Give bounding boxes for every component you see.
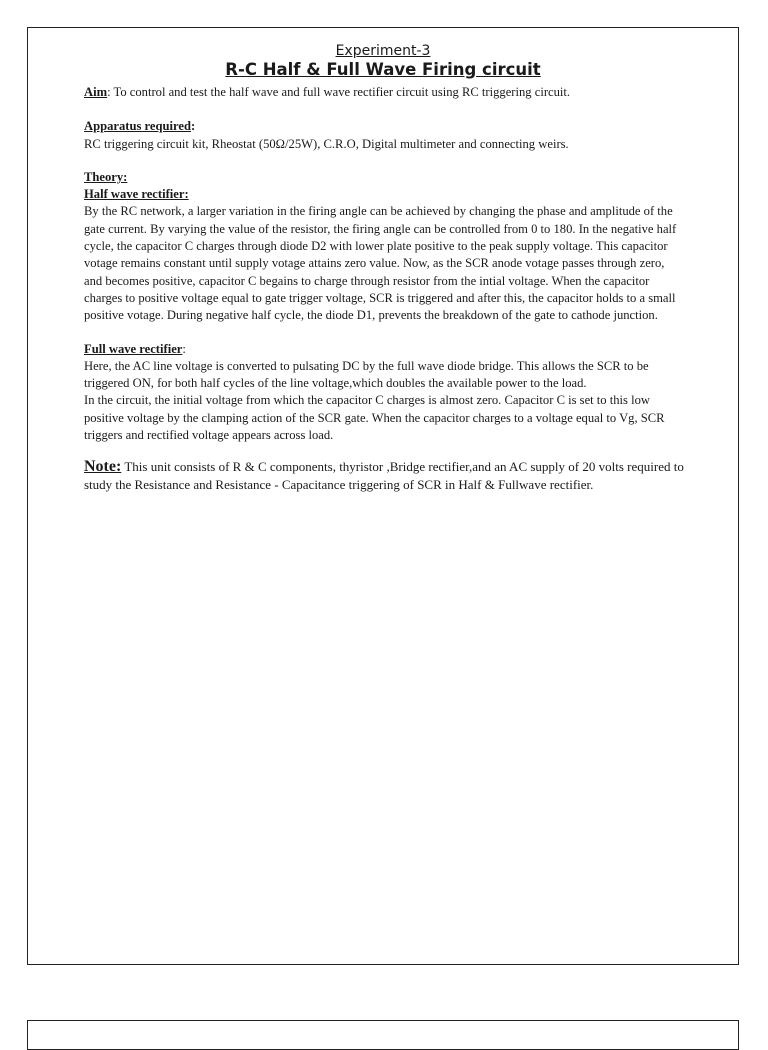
half-wave-text: By the RC network, a larger variation in the firing angle can be achieved by changing the phase and amplitude of the gate current. By varying the value of the resistor, the firing angle can be controlled from 0 to 180. In the negative half cycle, the capacitor C charges through diode D2 with lower plate positive to the peak supply voltage. This capacitor votage remains constant until supply votage attains zero value. Now, as the SCR anode votage passes through zero, and becomes positive, capacitor C begains to charge through resistor from the intial voltage. When the capacitor charges to positive voltage equal to gate trigger voltage, SCR is triggered and after this, the capacitor holds to a small positive votage. During negative half cycle, the diode D1, prevents the breakdown of the gate to cathode junction. — [84, 204, 677, 323]
note-label: Note: — [84, 458, 122, 476]
full-wave-heading: Full wave rectifier: — [84, 341, 186, 356]
full-wave-paragraph-2: In the circuit, the initial voltage from which the capacitor C charges is almost zero. Capacitor C is set to this low positive voltage by the clamping action of the SCR gate. When the capacitor charges to a voltage equal to Vg, SCR triggers and rectified voltage appears across load. — [84, 393, 665, 443]
half-wave-heading: Half wave rectifier: — [84, 187, 189, 202]
theory-heading: Theory: — [84, 169, 128, 184]
title-block — [28, 43, 738, 80]
aim-paragraph — [84, 84, 684, 101]
experiment-number: Experiment-3 — [335, 43, 431, 59]
full-wave-paragraph-1: Here, the AC line voltage is converted to pulsating DC by the full wave diode bridge. This allows the SCR to be triggered ON, for both half cycles of the line voltage,which doubles the available power to the load. — [84, 358, 649, 391]
apparatus-label: Apparatus required — [84, 119, 191, 134]
experiment-title: R-C Half & Full Wave Firing circuit — [225, 60, 541, 79]
aim-text: : To control and test the half wave and full wave rectifier circuit using RC triggering circuit. — [107, 85, 571, 99]
note-text: This unit consists of R & C components, thyristor ,Bridge rectifier,and an AC supply of 20 volts required to study the Resistance and Resistance - Capacitance triggering of SCR in Half & Fullwave rectifier. — [84, 459, 684, 493]
apparatus-text: RC triggering circuit kit, Rheostat (50Ω/25W), C.R.O, Digital multimeter and connecting weirs. — [84, 136, 569, 151]
document-body — [84, 84, 684, 494]
next-page-edge — [27, 1020, 739, 1050]
note-paragraph — [84, 458, 684, 494]
apparatus-heading: Apparatus required: — [84, 119, 196, 134]
aim-label: Aim — [84, 85, 108, 99]
